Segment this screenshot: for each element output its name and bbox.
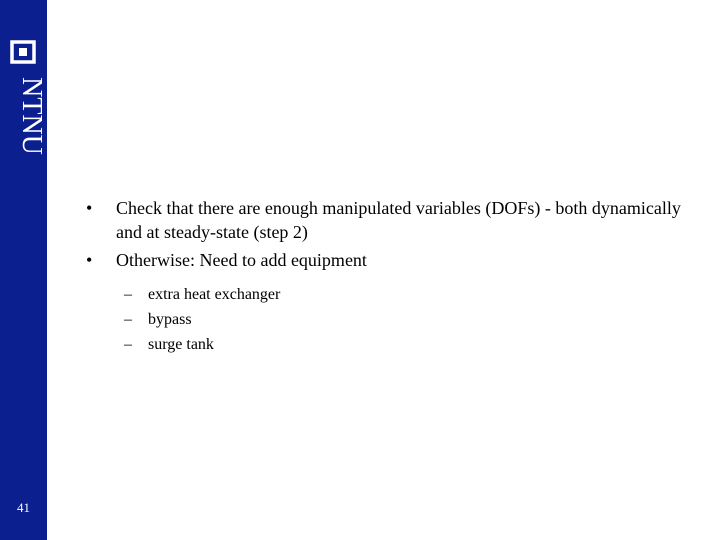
- sub-bullet-text: extra heat exchanger: [148, 286, 281, 303]
- bullet-text: Check that there are enough manipulated variables (DOFs) - both dynamically and at steady-state (step 2): [116, 198, 681, 242]
- sub-bullet-text: surge tank: [148, 336, 214, 353]
- ntnu-wordmark: NTNU: [16, 77, 47, 155]
- sub-bullet-item: [124, 282, 686, 307]
- sub-bullet-item: [124, 307, 686, 332]
- sub-bullet-list: [86, 282, 686, 357]
- sidebar: [0, 0, 47, 540]
- sub-bullet-marker: –: [124, 311, 132, 328]
- bullet-item: [86, 196, 686, 244]
- bullet-text: Otherwise: Need to add equipment: [116, 250, 367, 270]
- bullet-marker: •: [86, 250, 93, 270]
- sub-bullet-item: [124, 332, 686, 357]
- slide-content: [86, 196, 686, 357]
- sub-bullet-marker: –: [124, 286, 132, 303]
- slide-number: 41: [17, 500, 30, 515]
- bullet-marker: •: [86, 198, 93, 218]
- bullet-item: [86, 248, 686, 272]
- sub-bullet-text: bypass: [148, 311, 192, 328]
- ntnu-logo: [0, 36, 47, 171]
- sub-bullet-marker: –: [124, 336, 132, 353]
